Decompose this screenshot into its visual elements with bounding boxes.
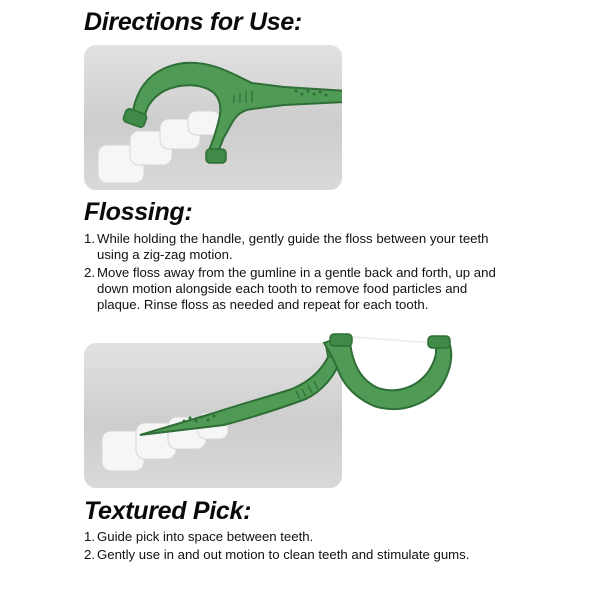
step-number: 1. <box>84 231 95 246</box>
list-item <box>84 265 514 313</box>
step-number: 2. <box>84 265 95 280</box>
textured-pick-steps <box>84 529 514 565</box>
textured-pick-heading: Textured Pick: <box>84 497 252 525</box>
flossing-steps <box>84 231 514 315</box>
directions-heading: Directions for Use: <box>84 8 302 36</box>
floss-pick-handle-icon <box>324 334 451 409</box>
step-text: While holding the handle, gently guide the floss between your teeth using a zig-zag motion. <box>97 231 489 262</box>
flossing-illustration <box>84 45 342 190</box>
list-item <box>84 547 514 563</box>
list-item <box>84 231 514 263</box>
step-text: Gently use in and out motion to clean teeth and stimulate gums. <box>97 547 470 562</box>
step-number: 1. <box>84 529 95 544</box>
teeth-illustration <box>98 111 220 183</box>
textured-pick-illustration <box>84 343 342 488</box>
step-text: Guide pick into space between teeth. <box>97 529 314 544</box>
step-number: 2. <box>84 547 95 562</box>
step-text: Move floss away from the gumline in a gentle back and forth, up and down motion alongside each tooth to remove food particles and plaque. Rinse floss as needed and repeat for each tooth. <box>97 265 496 312</box>
flossing-heading: Flossing: <box>84 198 193 226</box>
list-item <box>84 529 514 545</box>
